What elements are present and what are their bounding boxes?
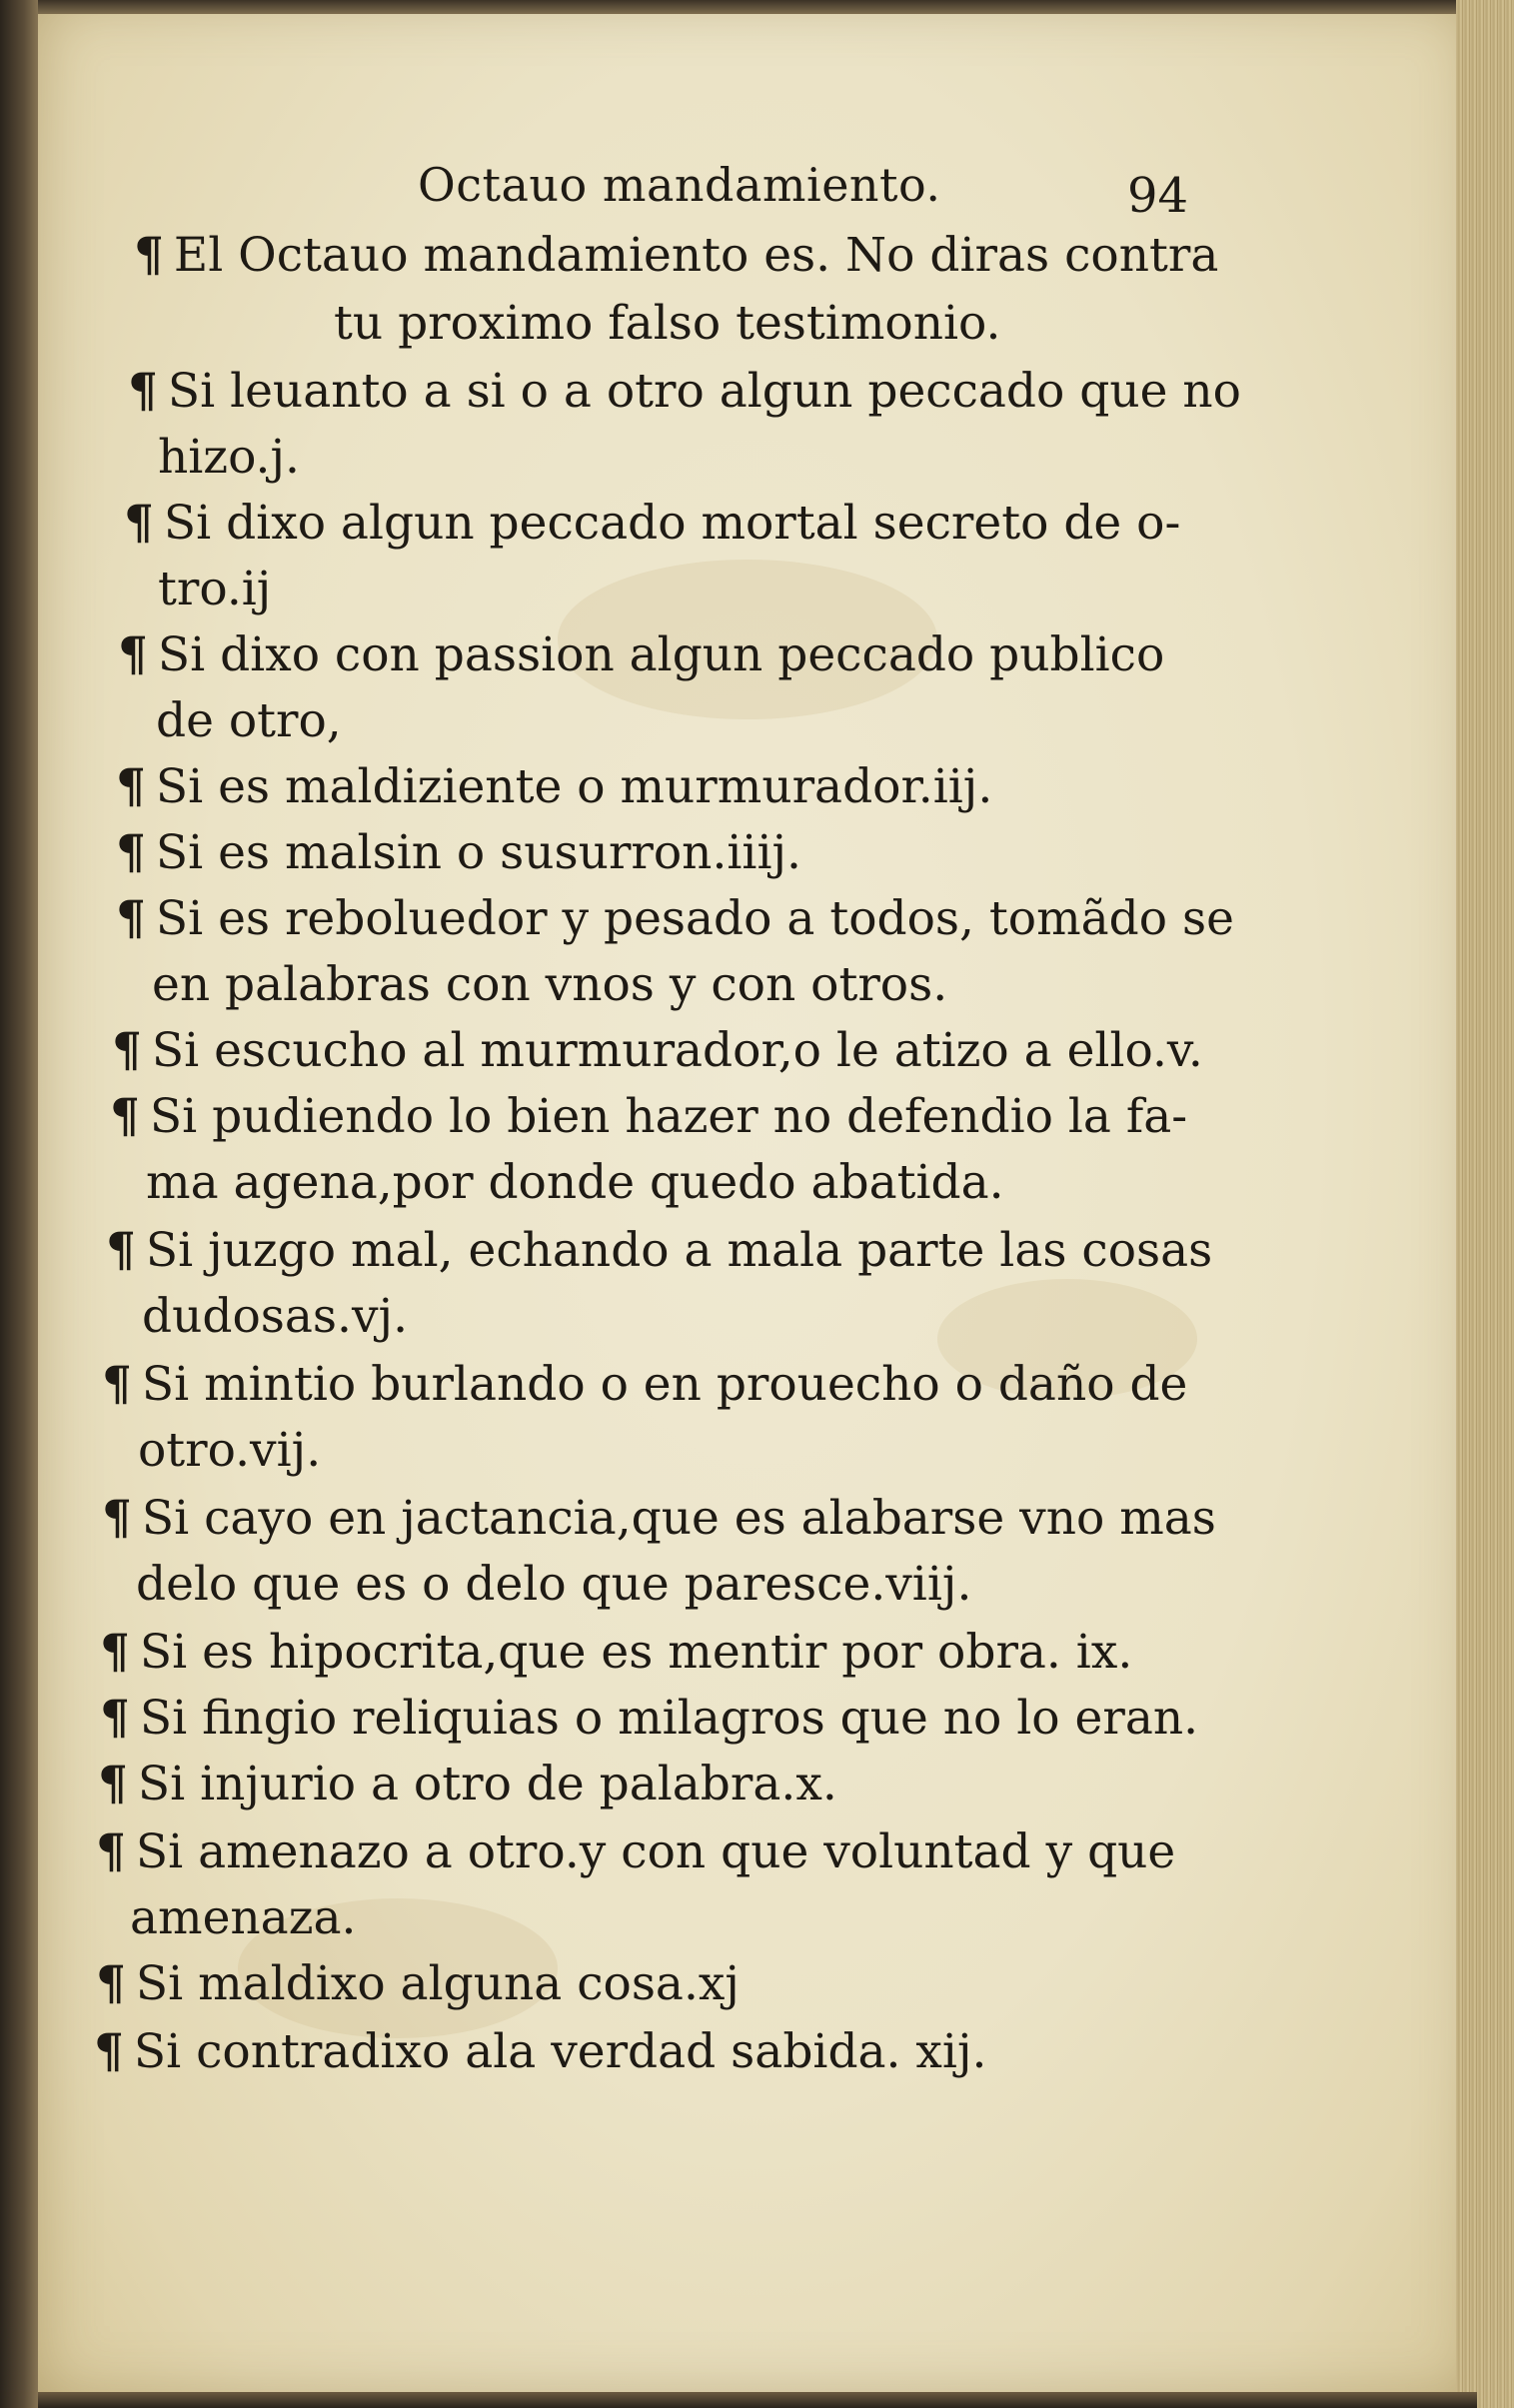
text-line: ¶ Si pudiendo lo bien hazer no defendio la fa- <box>110 1089 1188 1144</box>
text-line: ¶ Si escucho al murmurador,o le atizo a ello.v. <box>112 1023 1203 1078</box>
pilcrow-mark: ¶ <box>116 825 146 880</box>
text-line: ¶ Si fingio reliquias o milagros que no lo eran. <box>100 1691 1199 1746</box>
text-line: ¶ Si es maldiziente o murmurador.iij. <box>116 759 993 814</box>
pilcrow-mark: ¶ <box>116 891 146 946</box>
text-line: otro.vij. <box>138 1423 322 1478</box>
pilcrow-mark: ¶ <box>110 1089 140 1144</box>
pilcrow-mark: ¶ <box>106 1223 136 1278</box>
pilcrow-mark: ¶ <box>100 1625 130 1680</box>
pilcrow-mark: ¶ <box>112 1023 142 1078</box>
pilcrow-mark: ¶ <box>128 364 158 419</box>
text-line: de otro, <box>156 693 342 748</box>
text-line: ¶ Si contradixo ala verdad sabida. xij. <box>94 2024 987 2079</box>
text-line: ¶ El Octauo mandamiento es. No diras contra <box>134 228 1219 283</box>
text-line: ¶ Si injurio a otro de palabra.x. <box>98 1757 837 1811</box>
pilcrow-mark: ¶ <box>102 1491 132 1546</box>
text-line: delo que es o delo que paresce.viij. <box>136 1557 972 1612</box>
text-line: ¶ Si juzgo mal, echando a mala parte las cosas <box>106 1223 1213 1278</box>
text-line: dudosas.vj. <box>142 1289 409 1344</box>
text-line: ¶ Si amenazo a otro.y con que voluntad y que <box>96 1824 1176 1879</box>
folio-number: 94 <box>1127 168 1189 224</box>
text-line: en palabras con vnos y con otros. <box>152 957 948 1012</box>
pilcrow-mark: ¶ <box>134 228 164 283</box>
text-line: tu proximo falso testimonio. <box>334 296 1001 351</box>
text-line: hizo.j. <box>158 430 300 485</box>
text-line: ¶ Si maldixo alguna cosa.xj <box>96 1956 740 2011</box>
text-line: ¶ Si es malsin o susurron.iiij. <box>116 825 801 880</box>
book-page <box>38 0 1477 2398</box>
pilcrow-mark: ¶ <box>98 1757 128 1811</box>
pilcrow-mark: ¶ <box>100 1691 130 1746</box>
page-fore-edge <box>1456 0 1514 2408</box>
text-line: ¶ Si leuanto a si o a otro algun peccado que no <box>128 364 1241 419</box>
pilcrow-mark: ¶ <box>102 1357 132 1412</box>
pilcrow-mark: ¶ <box>96 1824 126 1879</box>
text-line: ¶ Si mintio burlando o en prouecho o daño de <box>102 1357 1188 1412</box>
pilcrow-mark: ¶ <box>124 496 154 551</box>
text-line: ¶ Si cayo en jactancia,que es alabarse vno mas <box>102 1491 1216 1546</box>
text-line: ¶ Si es hipocrita,que es mentir por obra. ix. <box>100 1625 1133 1680</box>
pilcrow-mark: ¶ <box>94 2024 124 2079</box>
text-line: amenaza. <box>130 1890 357 1945</box>
running-title: Octauo mandamiento. <box>418 158 941 212</box>
book-spine <box>0 0 40 2408</box>
pilcrow-mark: ¶ <box>118 627 148 682</box>
text-line: ¶ Si es reboluedor y pesado a todos, tomãdo se <box>116 891 1234 946</box>
text-line: ¶ Si dixo algun peccado mortal secreto de o- <box>124 496 1181 551</box>
text-line: ¶ Si dixo con passion algun peccado publico <box>118 627 1165 682</box>
pilcrow-mark: ¶ <box>96 1956 126 2011</box>
text-line: ma agena,por donde quedo abatida. <box>146 1155 1004 1210</box>
pilcrow-mark: ¶ <box>116 759 146 814</box>
page-bottom-edge <box>38 2392 1477 2408</box>
page-text <box>38 0 1477 2398</box>
text-line: tro.ij <box>158 562 272 616</box>
